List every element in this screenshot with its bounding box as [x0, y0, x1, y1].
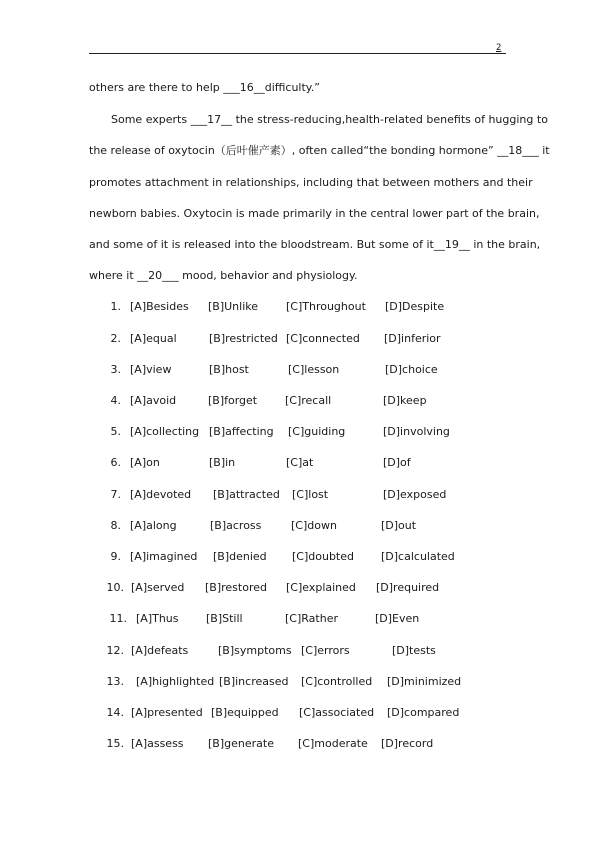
option-d: [D]Even [375, 612, 420, 625]
question-number: 6. [110, 456, 121, 469]
question-number: 13. [106, 675, 124, 688]
option-a: [A]collecting [130, 425, 200, 438]
option-b: [B]denied [213, 550, 267, 563]
option-d: [D]minimized [387, 675, 462, 688]
question-number: 8. [110, 519, 121, 532]
option-b: [B]restricted [209, 332, 278, 345]
option-a: [A]assess [131, 737, 184, 750]
option-c: [C]Throughout [286, 300, 366, 313]
question-number: 4. [110, 394, 121, 407]
question-number: 2. [110, 332, 121, 345]
option-a: [A]presented [131, 706, 203, 719]
passage-line: and some of it is released into the bloodstream. But some of it__19__ in the brain, [89, 238, 541, 251]
question-number: 5. [110, 425, 121, 438]
option-c: [C]at [286, 456, 314, 469]
option-b: [B]in [209, 456, 236, 469]
option-d: [D]record [381, 737, 434, 750]
option-a: [A]devoted [130, 488, 192, 501]
passage-line: Some experts ___17__ the stress-reducing,health-related benefits of hugging to [111, 113, 548, 126]
question-number: 11. [109, 612, 127, 625]
option-c: [C]recall [285, 394, 332, 407]
question-number: 14. [106, 706, 124, 719]
option-b: [B]equipped [211, 706, 279, 719]
option-c: [C]associated [299, 706, 375, 719]
option-d: [D]keep [383, 394, 427, 407]
option-d: [D]calculated [381, 550, 455, 563]
passage-line: promotes attachment in relationships, including that between mothers and their [89, 176, 533, 189]
option-c: [C]lesson [288, 363, 340, 376]
passage-line: the release of oxytocin（后叶催产素）, often called“the bonding hormone” __18___ it [89, 144, 550, 157]
option-a: [A]equal [130, 332, 177, 345]
option-a: [A]highlighted [136, 675, 215, 688]
option-c: [C]down [291, 519, 337, 532]
option-b: [B]affecting [209, 425, 274, 438]
question-number: 3. [110, 363, 121, 376]
question-number: 9. [110, 550, 121, 563]
option-a: [A]along [130, 519, 177, 532]
passage-line: where it __20___ mood, behavior and physiology. [89, 269, 358, 282]
option-d: [D]tests [392, 644, 436, 657]
question-number: 1. [110, 300, 121, 313]
option-d: [D]exposed [383, 488, 447, 501]
passage-line: newborn babies. Oxytocin is made primarily in the central lower part of the brain, [89, 207, 540, 220]
question-number: 7. [110, 488, 121, 501]
option-a: [A]imagined [130, 550, 198, 563]
question-number: 10. [106, 581, 124, 594]
option-a: [A]served [131, 581, 185, 594]
option-c: [C]doubted [292, 550, 354, 563]
option-d: [D]Despite [385, 300, 445, 313]
option-c: [C]controlled [301, 675, 373, 688]
option-b: [B]increased [219, 675, 289, 688]
option-d: [D]compared [387, 706, 460, 719]
header-rule [89, 53, 506, 54]
option-d: [D]required [376, 581, 440, 594]
option-d: [D]involving [383, 425, 450, 438]
option-d: [D]choice [385, 363, 438, 376]
option-d: [D]of [383, 456, 411, 469]
option-a: [A]Thus [136, 612, 179, 625]
page-number: 2 [496, 43, 502, 53]
option-b: [B]Unlike [208, 300, 259, 313]
option-b: [B]forget [208, 394, 258, 407]
option-b: [B]Still [206, 612, 243, 625]
passage-line: others are there to help ___16__difficulty.” [89, 81, 320, 94]
option-c: [C]errors [301, 644, 350, 657]
option-c: [C]guiding [288, 425, 346, 438]
option-d: [D]inferior [384, 332, 441, 345]
option-b: [B]across [210, 519, 262, 532]
option-a: [A]Besides [130, 300, 189, 313]
option-b: [B]host [209, 363, 249, 376]
question-number: 12. [106, 644, 124, 657]
option-a: [A]on [130, 456, 160, 469]
option-c: [C]connected [286, 332, 360, 345]
option-c: [C]lost [292, 488, 329, 501]
question-number: 15. [106, 737, 124, 750]
option-d: [D]out [381, 519, 417, 532]
option-b: [B]restored [205, 581, 267, 594]
option-a: [A]avoid [130, 394, 177, 407]
option-c: [C]Rather [285, 612, 338, 625]
option-b: [B]symptoms [218, 644, 292, 657]
option-b: [B]generate [208, 737, 274, 750]
option-b: [B]attracted [213, 488, 280, 501]
option-c: [C]moderate [298, 737, 368, 750]
option-a: [A]defeats [131, 644, 189, 657]
option-c: [C]explained [286, 581, 356, 594]
option-a: [A]view [130, 363, 172, 376]
